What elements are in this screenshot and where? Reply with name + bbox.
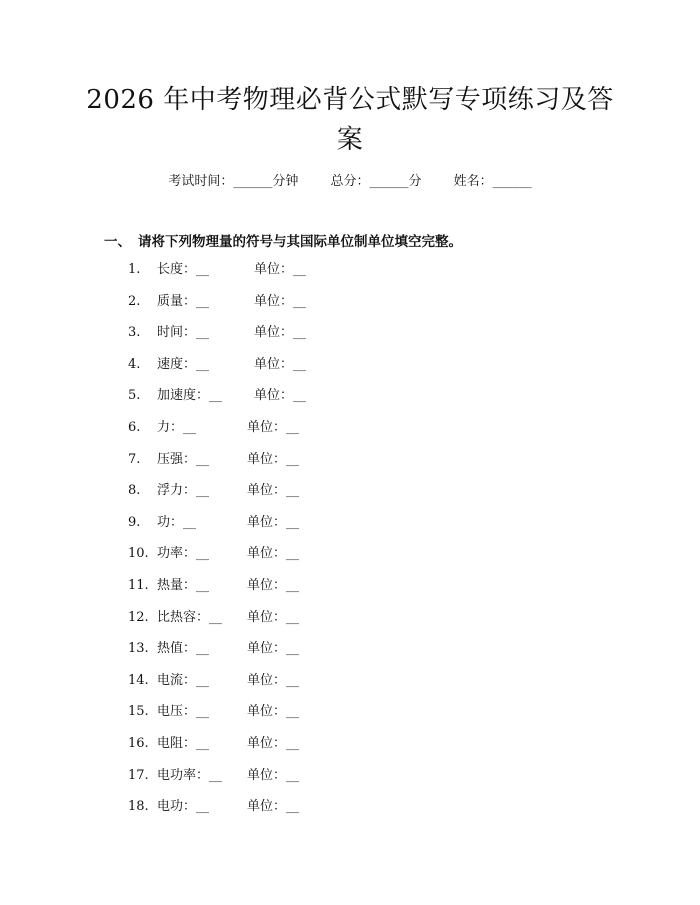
unit-blank: 单位：__ — [247, 641, 300, 657]
quantity-blank: 电阻：__ — [157, 735, 210, 751]
question-number: 1. — [128, 262, 141, 277]
unit-blank: 单位：__ — [247, 609, 300, 625]
question-item — [128, 292, 306, 324]
document-title — [60, 80, 640, 160]
unit-blank: 单位：__ — [247, 704, 300, 720]
total-score-label: 总分：______分 — [330, 174, 422, 189]
unit-blank: 单位：__ — [254, 262, 307, 277]
quantity-blank: 热值：__ — [157, 641, 210, 657]
question-item — [128, 734, 306, 766]
quantity-blank: 浮力：__ — [157, 483, 210, 499]
quantity-blank: 时间：__ — [157, 325, 210, 341]
question-number: 4. — [128, 356, 141, 372]
title-line-1: 2026 年中考物理必背公式默写专项练习及答 — [86, 85, 614, 115]
quantity-blank: 力：__ — [157, 419, 197, 435]
unit-blank: 单位：__ — [247, 577, 300, 593]
question-item — [128, 671, 306, 703]
exam-info-bar — [0, 170, 700, 189]
quantity-blank: 电压：__ — [157, 704, 210, 720]
unit-blank: 单位：__ — [254, 293, 307, 309]
unit-blank: 单位：__ — [254, 325, 307, 341]
unit-blank: 单位：__ — [254, 388, 307, 404]
unit-blank: 单位：__ — [247, 767, 300, 783]
unit-blank: 单位：__ — [247, 483, 300, 499]
question-number: 11. — [128, 577, 149, 593]
section-1-number: 一、 — [104, 234, 131, 250]
question-item — [128, 608, 306, 640]
question-item — [128, 576, 306, 608]
question-item — [128, 639, 306, 671]
section-1-heading — [104, 230, 462, 250]
quantity-blank: 电流：__ — [157, 672, 210, 688]
question-item — [128, 797, 306, 829]
section-1-instruction: 请将下列物理量的符号与其国际单位制单位填空完整。 — [138, 234, 462, 250]
quantity-blank: 电功：__ — [157, 799, 210, 815]
question-number: 10. — [128, 546, 149, 562]
quantity-blank: 热量：__ — [157, 577, 210, 593]
quantity-blank: 比热容：__ — [157, 609, 223, 625]
question-item — [128, 386, 306, 418]
question-number: 9. — [128, 514, 141, 530]
question-number: 17. — [128, 767, 149, 783]
quantity-blank: 速度：__ — [157, 356, 210, 372]
quantity-blank: 功：__ — [157, 514, 197, 530]
question-number: 5. — [128, 388, 141, 404]
question-number: 7. — [128, 451, 141, 467]
question-item — [128, 481, 306, 513]
question-item — [128, 544, 306, 576]
unit-blank: 单位：__ — [247, 735, 300, 751]
question-item — [128, 260, 306, 292]
quantity-blank: 质量：__ — [157, 293, 210, 309]
quantity-blank: 压强：__ — [157, 451, 210, 467]
question-item — [128, 355, 306, 387]
question-number: 16. — [128, 735, 149, 751]
question-number: 3. — [128, 325, 141, 341]
question-number: 18. — [128, 799, 149, 815]
question-item — [128, 418, 306, 450]
quantity-blank: 功率：__ — [157, 546, 210, 562]
question-number: 2. — [128, 293, 141, 309]
question-number: 6. — [128, 419, 141, 435]
question-item — [128, 323, 306, 355]
unit-blank: 单位：__ — [247, 451, 300, 467]
unit-blank: 单位：__ — [247, 419, 300, 435]
question-item — [128, 450, 306, 482]
question-number: 13. — [128, 641, 149, 657]
quantity-blank: 加速度：__ — [157, 388, 223, 404]
unit-blank: 单位：__ — [254, 356, 307, 372]
unit-blank: 单位：__ — [247, 799, 300, 815]
student-name-label: 姓名：______ — [453, 174, 532, 189]
question-number: 8. — [128, 483, 141, 499]
question-number: 12. — [128, 609, 149, 625]
unit-blank: 单位：__ — [247, 514, 300, 530]
unit-blank: 单位：__ — [247, 546, 300, 562]
question-list — [128, 260, 306, 829]
unit-blank: 单位：__ — [247, 672, 300, 688]
question-number: 14. — [128, 672, 149, 688]
question-item — [128, 513, 306, 545]
quantity-blank: 长度：__ — [157, 262, 210, 277]
question-number: 15. — [128, 704, 149, 720]
title-line-2: 案 — [336, 125, 364, 155]
question-item — [128, 766, 306, 798]
exam-time-label: 考试时间：______分钟 — [168, 174, 299, 189]
quantity-blank: 电功率：__ — [157, 767, 223, 783]
question-item — [128, 702, 306, 734]
